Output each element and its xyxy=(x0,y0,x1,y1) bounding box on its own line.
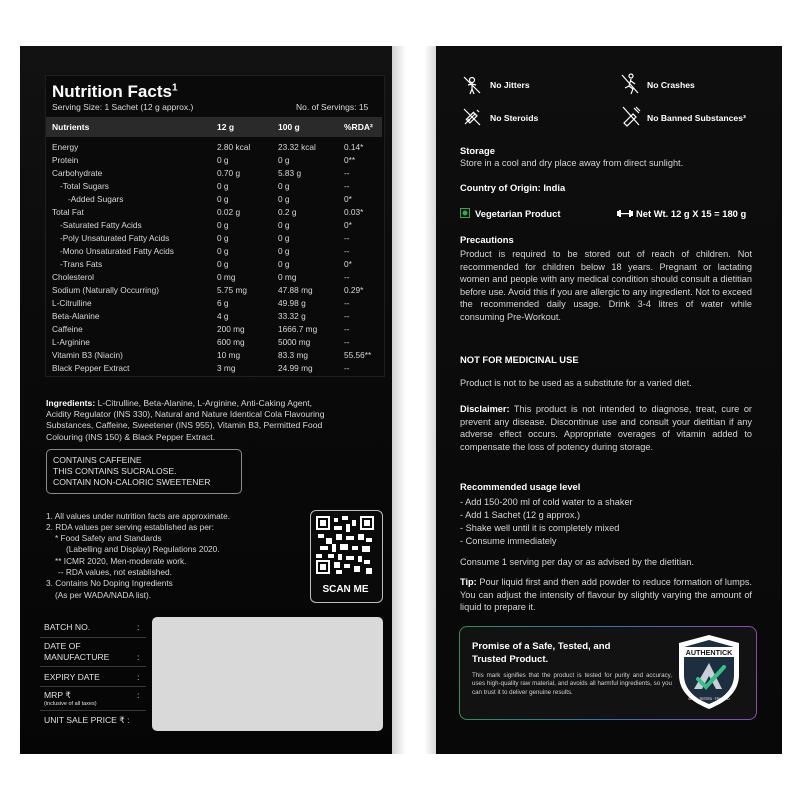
value-rda: -- xyxy=(344,246,350,256)
qr-code-icon[interactable] xyxy=(316,516,374,574)
nutrient-name: -Trans Fats xyxy=(60,259,103,269)
nutrient-name: -Poly Unsaturated Fatty Acids xyxy=(60,233,170,243)
batch-details-print-area xyxy=(152,617,383,731)
value-rda: 55.56** xyxy=(344,350,372,360)
batch-divider xyxy=(40,637,146,638)
expiry-colon: : xyxy=(137,672,140,682)
value-100g: 24.99 mg xyxy=(278,363,313,373)
nutrient-name: Caffeine xyxy=(52,324,83,334)
warning-sucralose: THIS CONTAINS SUCRALOSE. xyxy=(53,466,177,476)
footnote-regulations: (Labelling and Display) Regulations 2020. xyxy=(66,544,220,554)
nutrition-row xyxy=(52,220,382,232)
nutrient-name: Energy xyxy=(52,142,79,152)
header-nutrients: Nutrients xyxy=(52,122,90,132)
value-12g: 0.02 g xyxy=(217,207,241,217)
value-rda: -- xyxy=(344,272,350,282)
nutrition-row xyxy=(52,181,382,193)
nutrition-row xyxy=(52,363,382,375)
value-100g: 0 g xyxy=(278,155,290,165)
nutrition-row xyxy=(52,285,382,297)
mrp-divider xyxy=(40,710,146,711)
precautions-heading: Precautions xyxy=(460,234,514,245)
value-100g: 5000 mg xyxy=(278,337,311,347)
nutrition-row xyxy=(52,259,382,271)
footnote-wada: (As per WADA/NADA list). xyxy=(55,590,152,600)
nutrient-name: Protein xyxy=(52,155,79,165)
value-rda: -- xyxy=(344,168,350,178)
value-rda: 0.03* xyxy=(344,207,364,217)
manufacture-label: MANUFACTURE xyxy=(44,652,110,662)
value-rda: -- xyxy=(344,298,350,308)
nutrition-row xyxy=(52,311,382,323)
value-12g: 600 mg xyxy=(217,337,245,347)
feature-no-jitters: No Jitters xyxy=(490,80,530,90)
value-rda: 0* xyxy=(344,259,352,269)
value-12g: 0 g xyxy=(217,181,229,191)
mrp-note: (inclusive of all taxes) xyxy=(44,701,97,707)
footnote-fssa: * Food Safety and Standards xyxy=(55,533,162,543)
value-12g: 0 mg xyxy=(217,272,236,282)
nutrition-facts-title: Nutrition Facts$^1$ xyxy=(52,82,178,101)
not-for-medicinal-use: NOT FOR MEDICINAL USE xyxy=(460,354,579,365)
disclaimer-text: Disclaimer: This product is not intended to diagnose, treat, cure or prevent any disease. Discontinue use and consult your dietitian if any adverse effect occurs. Appropriate overages of vitamin added to compensate the loss of potency during storage. xyxy=(460,404,752,452)
no-jitters-icon xyxy=(461,74,483,96)
country-of-origin: Country of Origin: India xyxy=(460,182,566,193)
nutrition-row xyxy=(52,207,382,219)
usage-step-2: - Add 1 Sachet (12 g approx.) xyxy=(460,510,581,520)
value-12g: 2.80 kcal xyxy=(217,142,251,152)
value-100g: 1666.7 mg xyxy=(278,324,318,334)
nutrition-row xyxy=(52,324,382,336)
nutrition-table-header xyxy=(46,117,382,137)
nutrient-name: -Added Sugars xyxy=(68,194,124,204)
value-12g: 0 g xyxy=(217,220,229,230)
footnote-2: 2. RDA values per serving established as per: xyxy=(46,522,214,532)
unit-sale-price-label: UNIT SALE PRICE ₹ : xyxy=(44,715,130,725)
weight-dumbbell-icon xyxy=(617,209,633,218)
usage-step-3: - Shake well until it is completely mixed xyxy=(460,523,620,533)
servings-count: No. of Servings: 15 xyxy=(296,102,369,112)
header-rda: %RDA² xyxy=(344,122,373,132)
value-100g: 0 g xyxy=(278,194,290,204)
value-100g: 23.32 kcal xyxy=(278,142,316,152)
value-rda: -- xyxy=(344,337,350,347)
value-100g: 0 g xyxy=(278,246,290,256)
nutrition-row xyxy=(52,194,382,206)
nutrition-row xyxy=(52,298,382,310)
authentick-badge-sub: SAFE · TESTED · TRUSTED xyxy=(688,697,730,701)
nutrient-name: L-Citrulline xyxy=(52,298,92,308)
nutrient-name: -Saturated Fatty Acids xyxy=(60,220,142,230)
nutrition-row xyxy=(52,142,382,154)
value-rda: -- xyxy=(344,363,350,373)
substitute-text: Product is not to be used as a substitute for a varied diet. xyxy=(460,378,692,388)
scan-me-label: SCAN ME xyxy=(322,584,369,595)
value-12g: 0.70 g xyxy=(217,168,241,178)
value-12g: 4 g xyxy=(217,311,229,321)
nutrition-row xyxy=(52,233,382,245)
no-crashes-icon xyxy=(619,72,641,96)
value-100g: 0 g xyxy=(278,233,290,243)
value-100g: 83.3 mg xyxy=(278,350,308,360)
nutrient-name: Carbohydrate xyxy=(52,168,103,178)
value-100g: 0 g xyxy=(278,181,290,191)
value-rda: 0** xyxy=(344,155,356,165)
value-100g: 0.2 g xyxy=(278,207,297,217)
value-rda: -- xyxy=(344,324,350,334)
nutrient-name: Total Fat xyxy=(52,207,84,217)
nutrient-name: -Mono Unsaturated Fatty Acids xyxy=(60,246,174,256)
authentick-description: This mark signifies that the product is tested for purity and accuracy, uses high-quality raw material, and avoids all harmful ingredients, so you can trust it to deliver genuine results. xyxy=(472,672,672,696)
value-12g: 0 g xyxy=(217,155,229,165)
value-rda: 0.29* xyxy=(344,285,364,295)
usage-heading: Recommended usage level xyxy=(460,481,581,492)
value-12g: 3 mg xyxy=(217,363,236,373)
nutrition-row xyxy=(52,337,382,349)
header-12g: 12 g xyxy=(217,122,235,132)
batch-colon: : xyxy=(137,622,140,632)
storage-text: Store in a cool and dry place away from direct sunlight. xyxy=(460,158,684,168)
usage-step-1: - Add 150-200 ml of cold water to a shaker xyxy=(460,497,633,507)
expiry-label: EXPIRY DATE xyxy=(44,672,100,682)
nutrient-name: Cholesterol xyxy=(52,272,94,282)
feature-no-crashes: No Crashes xyxy=(647,80,695,90)
footnote-3: 3. Contains No Doping Ingredients xyxy=(46,578,173,588)
value-100g: 0 g xyxy=(278,259,290,269)
value-100g: 49.98 g xyxy=(278,298,306,308)
date-of-label: DATE OF xyxy=(44,641,81,651)
value-12g: 6 g xyxy=(217,298,229,308)
manufacture-colon: : xyxy=(137,652,140,662)
nutrition-row xyxy=(52,168,382,180)
value-rda: 0* xyxy=(344,220,352,230)
value-rda: 0* xyxy=(344,194,352,204)
usage-note: Consume 1 serving per day or as advised by the dietitian. xyxy=(460,557,694,567)
value-100g: 47.88 mg xyxy=(278,285,313,295)
vegetarian-product: Vegetarian Product xyxy=(475,208,561,219)
authentick-badge-label: AUTHENTICK xyxy=(685,648,733,657)
no-banned-substances-icon xyxy=(619,104,643,128)
nutrient-name: Black Pepper Extract xyxy=(52,363,130,373)
value-rda: -- xyxy=(344,311,350,321)
nutrient-name: Vitamin B3 (Niacin) xyxy=(52,350,123,360)
nutrition-row xyxy=(52,246,382,258)
value-rda: -- xyxy=(344,233,350,243)
value-100g: 33.32 g xyxy=(278,311,306,321)
value-rda: 0.14* xyxy=(344,142,364,152)
value-100g: 0 g xyxy=(278,220,290,230)
expiry-divider xyxy=(40,686,146,687)
mrp-colon: : xyxy=(137,690,140,700)
header-100g: 100 g xyxy=(278,122,300,132)
warning-caffeine: CONTAINS CAFFEINE xyxy=(53,455,142,465)
nutrition-row xyxy=(52,350,382,362)
nutrient-name: -Total Sugars xyxy=(60,181,109,191)
value-rda: -- xyxy=(344,181,350,191)
tip-text: Tip: Pour liquid first and then add powder to reduce formation of lumps. You can adjust the intensity of flavour by slightly varying the amount of liquid to prepare it. xyxy=(460,577,752,613)
nutrient-name: Beta-Alanine xyxy=(52,311,100,321)
value-12g: 0 g xyxy=(217,194,229,204)
authentick-title-2: Trusted Product. xyxy=(472,654,549,665)
value-12g: 0 g xyxy=(217,233,229,243)
vegetarian-mark-icon xyxy=(460,208,470,218)
value-12g: 200 mg xyxy=(217,324,245,334)
value-12g: 10 mg xyxy=(217,350,241,360)
serving-size: Serving Size: 1 Sachet (12 g approx.) xyxy=(52,102,194,112)
precautions-text: Product is required to be stored out of reach of children. Not recommended for children below 18 years. Pregnant or lactating women and people with any medical condition should consult a dietitian before use. Avoid this if you are allergic to any ingredient. Not to exceed the recommended daily usage. Drink 3-4 litres of water while consuming Pre-Workout. xyxy=(460,249,752,322)
batch-no-label: BATCH NO. xyxy=(44,622,91,632)
authentick-title-1: Promise of a Safe, Tested, and xyxy=(472,641,611,652)
feature-no-banned-substances: No Banned Substances³ xyxy=(647,113,746,123)
nutrient-name: Sodium (Naturally Occurring) xyxy=(52,285,159,295)
feature-no-steroids: No Steroids xyxy=(490,113,539,123)
value-12g: 5.75 mg xyxy=(217,285,247,295)
no-steroids-icon xyxy=(461,106,483,128)
footnote-icmr: ** ICMR 2020, Men-moderate work. xyxy=(55,556,187,566)
value-100g: 5.83 g xyxy=(278,168,302,178)
storage-heading: Storage xyxy=(460,145,495,156)
net-weight: Net Wt. 12 g X 15 = 180 g xyxy=(636,208,747,219)
warning-sweetener: CONTAIN NON-CALORIC SWEETENER xyxy=(53,477,211,487)
footnote-1: 1. All values under nutrition facts are approximate. xyxy=(46,511,231,521)
usage-step-4: - Consume immediately xyxy=(460,536,557,546)
value-12g: 0 g xyxy=(217,246,229,256)
manufacture-divider xyxy=(40,666,146,667)
mrp-label: MRP ₹ xyxy=(44,690,71,700)
value-100g: 0 mg xyxy=(278,272,297,282)
nutrition-row xyxy=(52,155,382,167)
value-12g: 0 g xyxy=(217,259,229,269)
nutrition-row xyxy=(52,272,382,284)
nutrient-name: L-Arginine xyxy=(52,337,90,347)
ingredients-text: Ingredients: L-Citrulline, Beta-Alanine, L-Arginine, Anti-Caking Agent, Acidity Regulator (INS 330), Natural and Nature Identical Cola Flavouring Substances, Caffeine, Sweetener (INS 955), Vitamin B3, Permitted Food Colouring (INS 150) & Black Pepper Extract. xyxy=(46,398,325,442)
footnote-rda-na: -- RDA values, not established. xyxy=(58,567,172,577)
